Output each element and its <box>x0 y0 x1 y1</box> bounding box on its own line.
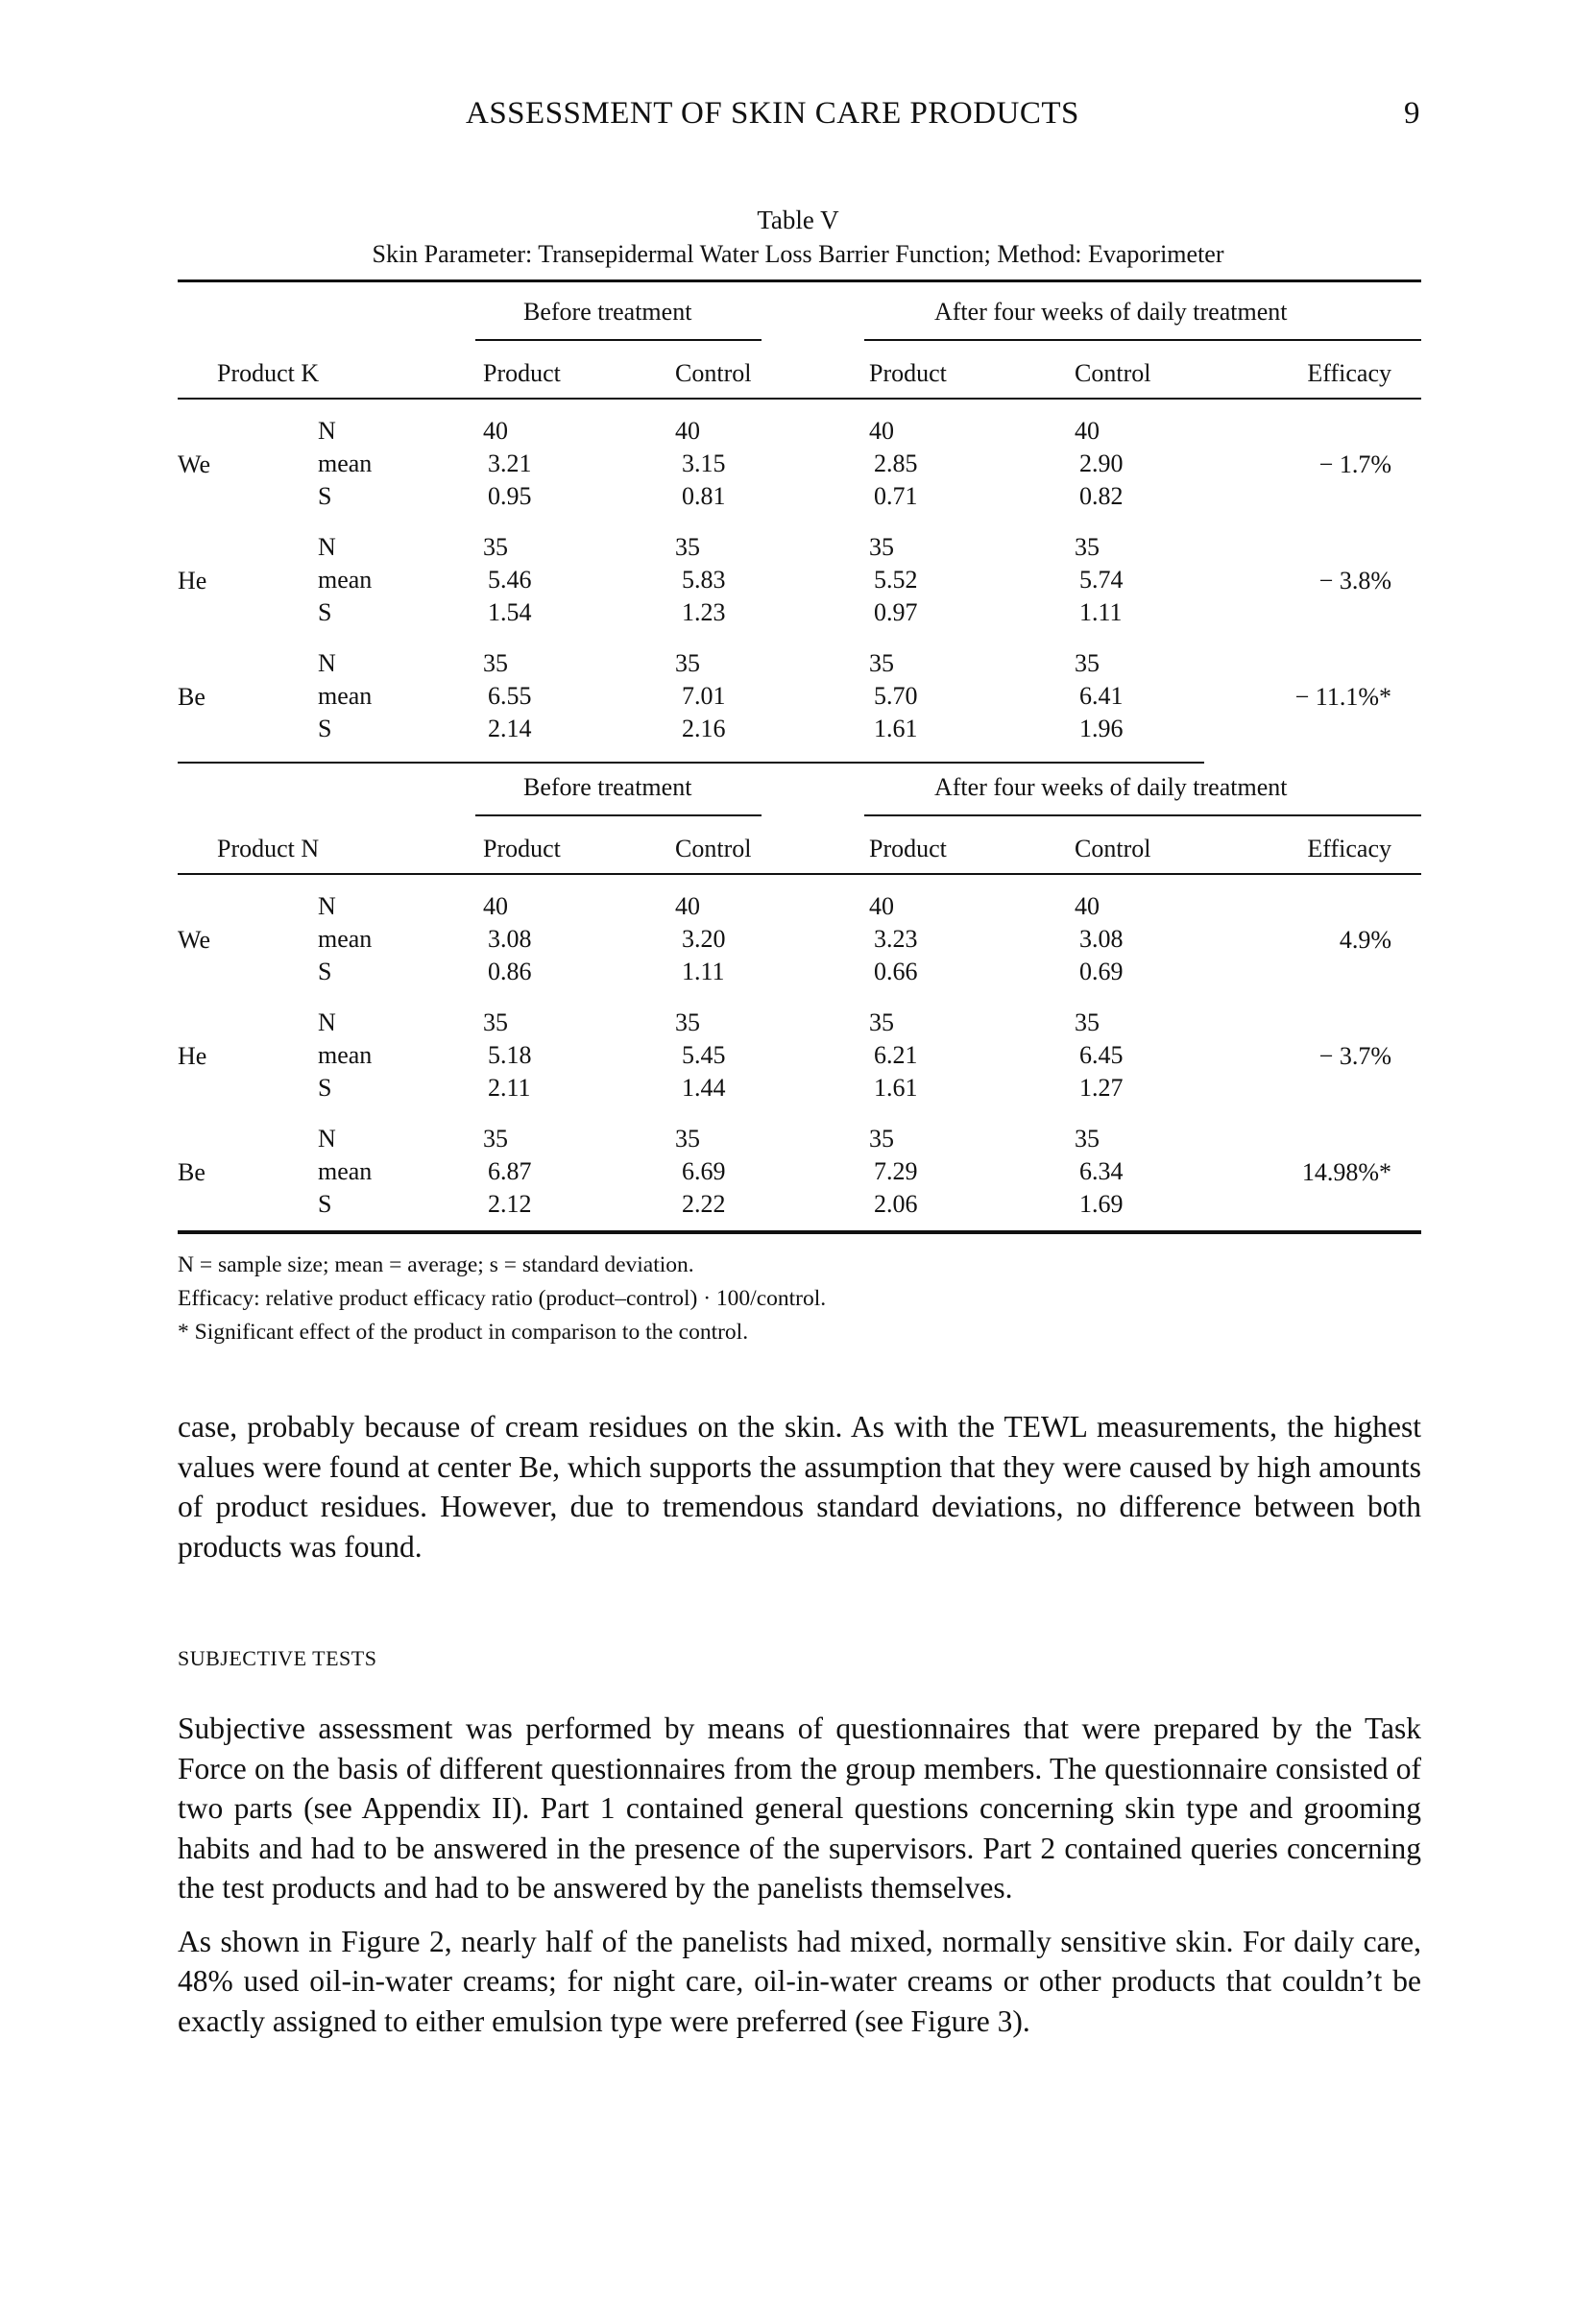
table-cell: 5.70 <box>874 682 918 710</box>
table-cell: 35 <box>483 1008 508 1036</box>
table-cell: 1.11 <box>682 958 725 985</box>
column-header: Product <box>483 359 561 387</box>
table-cell: 1.44 <box>682 1074 726 1102</box>
table-cell: 2.12 <box>488 1190 532 1218</box>
efficacy-value: 14.98%* <box>1301 1158 1391 1186</box>
column-header: Product <box>483 835 561 862</box>
efficacy-value: − 3.7% <box>1318 1042 1391 1070</box>
stat-label: S <box>318 598 332 626</box>
table-cell: 1.96 <box>1079 715 1124 742</box>
center-label: He <box>178 1042 207 1070</box>
column-header: Control <box>675 835 752 862</box>
table-cell: 35 <box>483 649 508 677</box>
table-cell: 5.52 <box>874 566 918 594</box>
center-label: He <box>178 567 207 595</box>
footnote: * Significant effect of the product in comparison to the control. <box>178 1320 749 1345</box>
group-underline <box>475 339 762 341</box>
stat-label: N <box>318 417 336 445</box>
column-header: Product <box>869 835 947 862</box>
table-cell: 35 <box>483 533 508 561</box>
group-underline <box>864 339 1421 341</box>
stat-label: S <box>318 1074 332 1102</box>
body-text-subjective <box>178 1709 1421 2054</box>
table-cell: 6.45 <box>1079 1041 1124 1069</box>
column-header: Product N <box>217 835 320 862</box>
column-header: Product <box>869 359 947 387</box>
table-cell: 1.27 <box>1079 1074 1124 1102</box>
table-cell: 0.95 <box>488 482 532 510</box>
table-cell: 1.11 <box>1079 598 1123 626</box>
stat-label: N <box>318 1125 336 1153</box>
column-header: Control <box>1075 835 1151 862</box>
table-cell: 1.69 <box>1079 1190 1124 1218</box>
table-cell: 3.20 <box>682 925 726 953</box>
section-heading: SUBJECTIVE TESTS <box>178 1646 377 1670</box>
table-cell: 1.54 <box>488 598 532 626</box>
table-cell: 40 <box>869 892 894 920</box>
table-cell: 2.16 <box>682 715 726 742</box>
group-header-after: After four weeks of daily treatment <box>934 298 1288 326</box>
table-top-rule <box>178 279 1421 282</box>
paragraph: case, probably because of cream residues on the skin. As with the TEWL measurements, the highest values were found at center Be, which supports the assumption that they were caused by high amounts of product residues. However, due to tremendous standard deviations, no difference between both products was found. <box>178 1410 1421 1564</box>
stat-label: N <box>318 892 336 920</box>
stat-label: mean <box>318 566 373 594</box>
table-cell: 1.61 <box>874 1074 918 1102</box>
table-cell: 6.55 <box>488 682 532 710</box>
paragraph: Subjective assessment was performed by means of questionnaires that were prepared by the Task Force on the basis of different questionnaires from the group members. The questionnaire consisted of two parts (see Appendix II). Part 1 contained general questions concerning skin type and grooming habits and had to be answered in the presence of the supervisors. Part 2 contained queries concerning the test products and had to be answered by the panelists themselves. <box>178 1711 1421 1905</box>
table-cell: 0.71 <box>874 482 918 510</box>
page-number: 9 <box>1404 96 1420 131</box>
stat-label: mean <box>318 1157 373 1185</box>
table-cell: 40 <box>1075 417 1100 445</box>
stat-label: S <box>318 1190 332 1218</box>
table-cell: 5.18 <box>488 1041 532 1069</box>
table-cell: 5.45 <box>682 1041 726 1069</box>
paragraph: As shown in Figure 2, nearly half of the panelists had mixed, normally sensitive skin. For daily care, 48% used oil-in-water creams; for night care, oil-in-water creams or other products that couldn’t be exactly assigned to either emulsion type were preferred (see Figure 3). <box>178 1924 1421 2038</box>
table-cell: 3.08 <box>1079 925 1124 953</box>
table-cell: 35 <box>675 649 700 677</box>
table-cell: 35 <box>869 649 894 677</box>
center-label: Be <box>178 683 206 711</box>
table-cell: 0.86 <box>488 958 532 985</box>
column-header: Efficacy <box>1307 359 1391 387</box>
table-cell: 7.01 <box>682 682 726 710</box>
footnote: N = sample size; mean = average; s = standard deviation. <box>178 1252 694 1277</box>
table-cell: 40 <box>483 892 508 920</box>
table-cell: 40 <box>483 417 508 445</box>
table-cell: 1.23 <box>682 598 726 626</box>
stat-label: mean <box>318 925 373 953</box>
running-head: ASSESSMENT OF SKIN CARE PRODUCTS <box>466 96 1079 131</box>
column-header: Product K <box>217 359 320 387</box>
efficacy-value: − 1.7% <box>1318 450 1391 478</box>
table-cell: 0.66 <box>874 958 918 985</box>
group-header-before: Before treatment <box>523 773 692 801</box>
table-cell: 5.74 <box>1079 566 1124 594</box>
table-cell: 5.83 <box>682 566 726 594</box>
table-cell: 35 <box>869 1008 894 1036</box>
table-cell: 35 <box>675 1008 700 1036</box>
stat-label: N <box>318 533 336 561</box>
header-rule <box>178 873 1421 875</box>
group-header-after: After four weeks of daily treatment <box>934 773 1288 801</box>
table-cell: 1.61 <box>874 715 918 742</box>
table-cell: 2.14 <box>488 715 532 742</box>
table-title: Table V <box>757 206 839 234</box>
table-bottom-rule <box>178 1230 1421 1234</box>
table-cell: 35 <box>869 533 894 561</box>
table-cell: 0.82 <box>1079 482 1124 510</box>
efficacy-value: 4.9% <box>1339 926 1391 954</box>
table-cell: 35 <box>483 1125 508 1153</box>
table-cell: 35 <box>1075 533 1100 561</box>
table-cell: 40 <box>1075 892 1100 920</box>
column-header: Control <box>675 359 752 387</box>
table-cell: 6.21 <box>874 1041 918 1069</box>
table-cell: 6.34 <box>1079 1157 1124 1185</box>
group-underline <box>475 814 762 816</box>
table-cell: 35 <box>1075 1008 1100 1036</box>
table-cell: 35 <box>1075 1125 1100 1153</box>
stat-label: S <box>318 958 332 985</box>
table-cell: 2.11 <box>488 1074 531 1102</box>
group-underline <box>864 814 1421 816</box>
header-rule <box>178 398 1421 400</box>
table-subtitle: Skin Parameter: Transepidermal Water Loss Barrier Function; Method: Evaporimeter <box>372 240 1224 268</box>
efficacy-value: − 3.8% <box>1318 567 1391 595</box>
stat-label: N <box>318 649 336 677</box>
column-header: Control <box>1075 359 1151 387</box>
stat-label: mean <box>318 1041 373 1069</box>
table-cell: 2.85 <box>874 449 918 477</box>
table-cell: 35 <box>1075 649 1100 677</box>
table-cell: 6.69 <box>682 1157 726 1185</box>
footnote: Efficacy: relative product efficacy ratio (product–control) · 100/control. <box>178 1286 827 1311</box>
table-cell: 0.97 <box>874 598 918 626</box>
table-cell: 40 <box>675 892 700 920</box>
table-cell: 35 <box>675 533 700 561</box>
efficacy-value: − 11.1%* <box>1294 683 1391 711</box>
table-cell: 0.81 <box>682 482 726 510</box>
group-header-before: Before treatment <box>523 298 692 326</box>
table-cell: 3.23 <box>874 925 918 953</box>
table-cell: 2.06 <box>874 1190 918 1218</box>
table-cell: 2.22 <box>682 1190 726 1218</box>
body-text-continuation <box>178 1407 1421 1580</box>
center-label: We <box>178 450 210 478</box>
table-cell: 6.87 <box>488 1157 532 1185</box>
table-cell: 7.29 <box>874 1157 918 1185</box>
table-cell: 35 <box>675 1125 700 1153</box>
column-header: Efficacy <box>1307 835 1391 862</box>
table-cell: 3.21 <box>488 449 532 477</box>
stat-label: mean <box>318 449 373 477</box>
table-cell: 3.15 <box>682 449 726 477</box>
section-divider-rule <box>178 762 1204 764</box>
table-cell: 3.08 <box>488 925 532 953</box>
table-cell: 0.69 <box>1079 958 1124 985</box>
center-label: Be <box>178 1158 206 1186</box>
stat-label: N <box>318 1008 336 1036</box>
table-cell: 5.46 <box>488 566 532 594</box>
table-cell: 2.90 <box>1079 449 1124 477</box>
stat-label: S <box>318 715 332 742</box>
table-cell: 35 <box>869 1125 894 1153</box>
table-cell: 40 <box>675 417 700 445</box>
table-cell: 40 <box>869 417 894 445</box>
center-label: We <box>178 926 210 954</box>
table-cell: 6.41 <box>1079 682 1124 710</box>
stat-label: mean <box>318 682 373 710</box>
stat-label: S <box>318 482 332 510</box>
